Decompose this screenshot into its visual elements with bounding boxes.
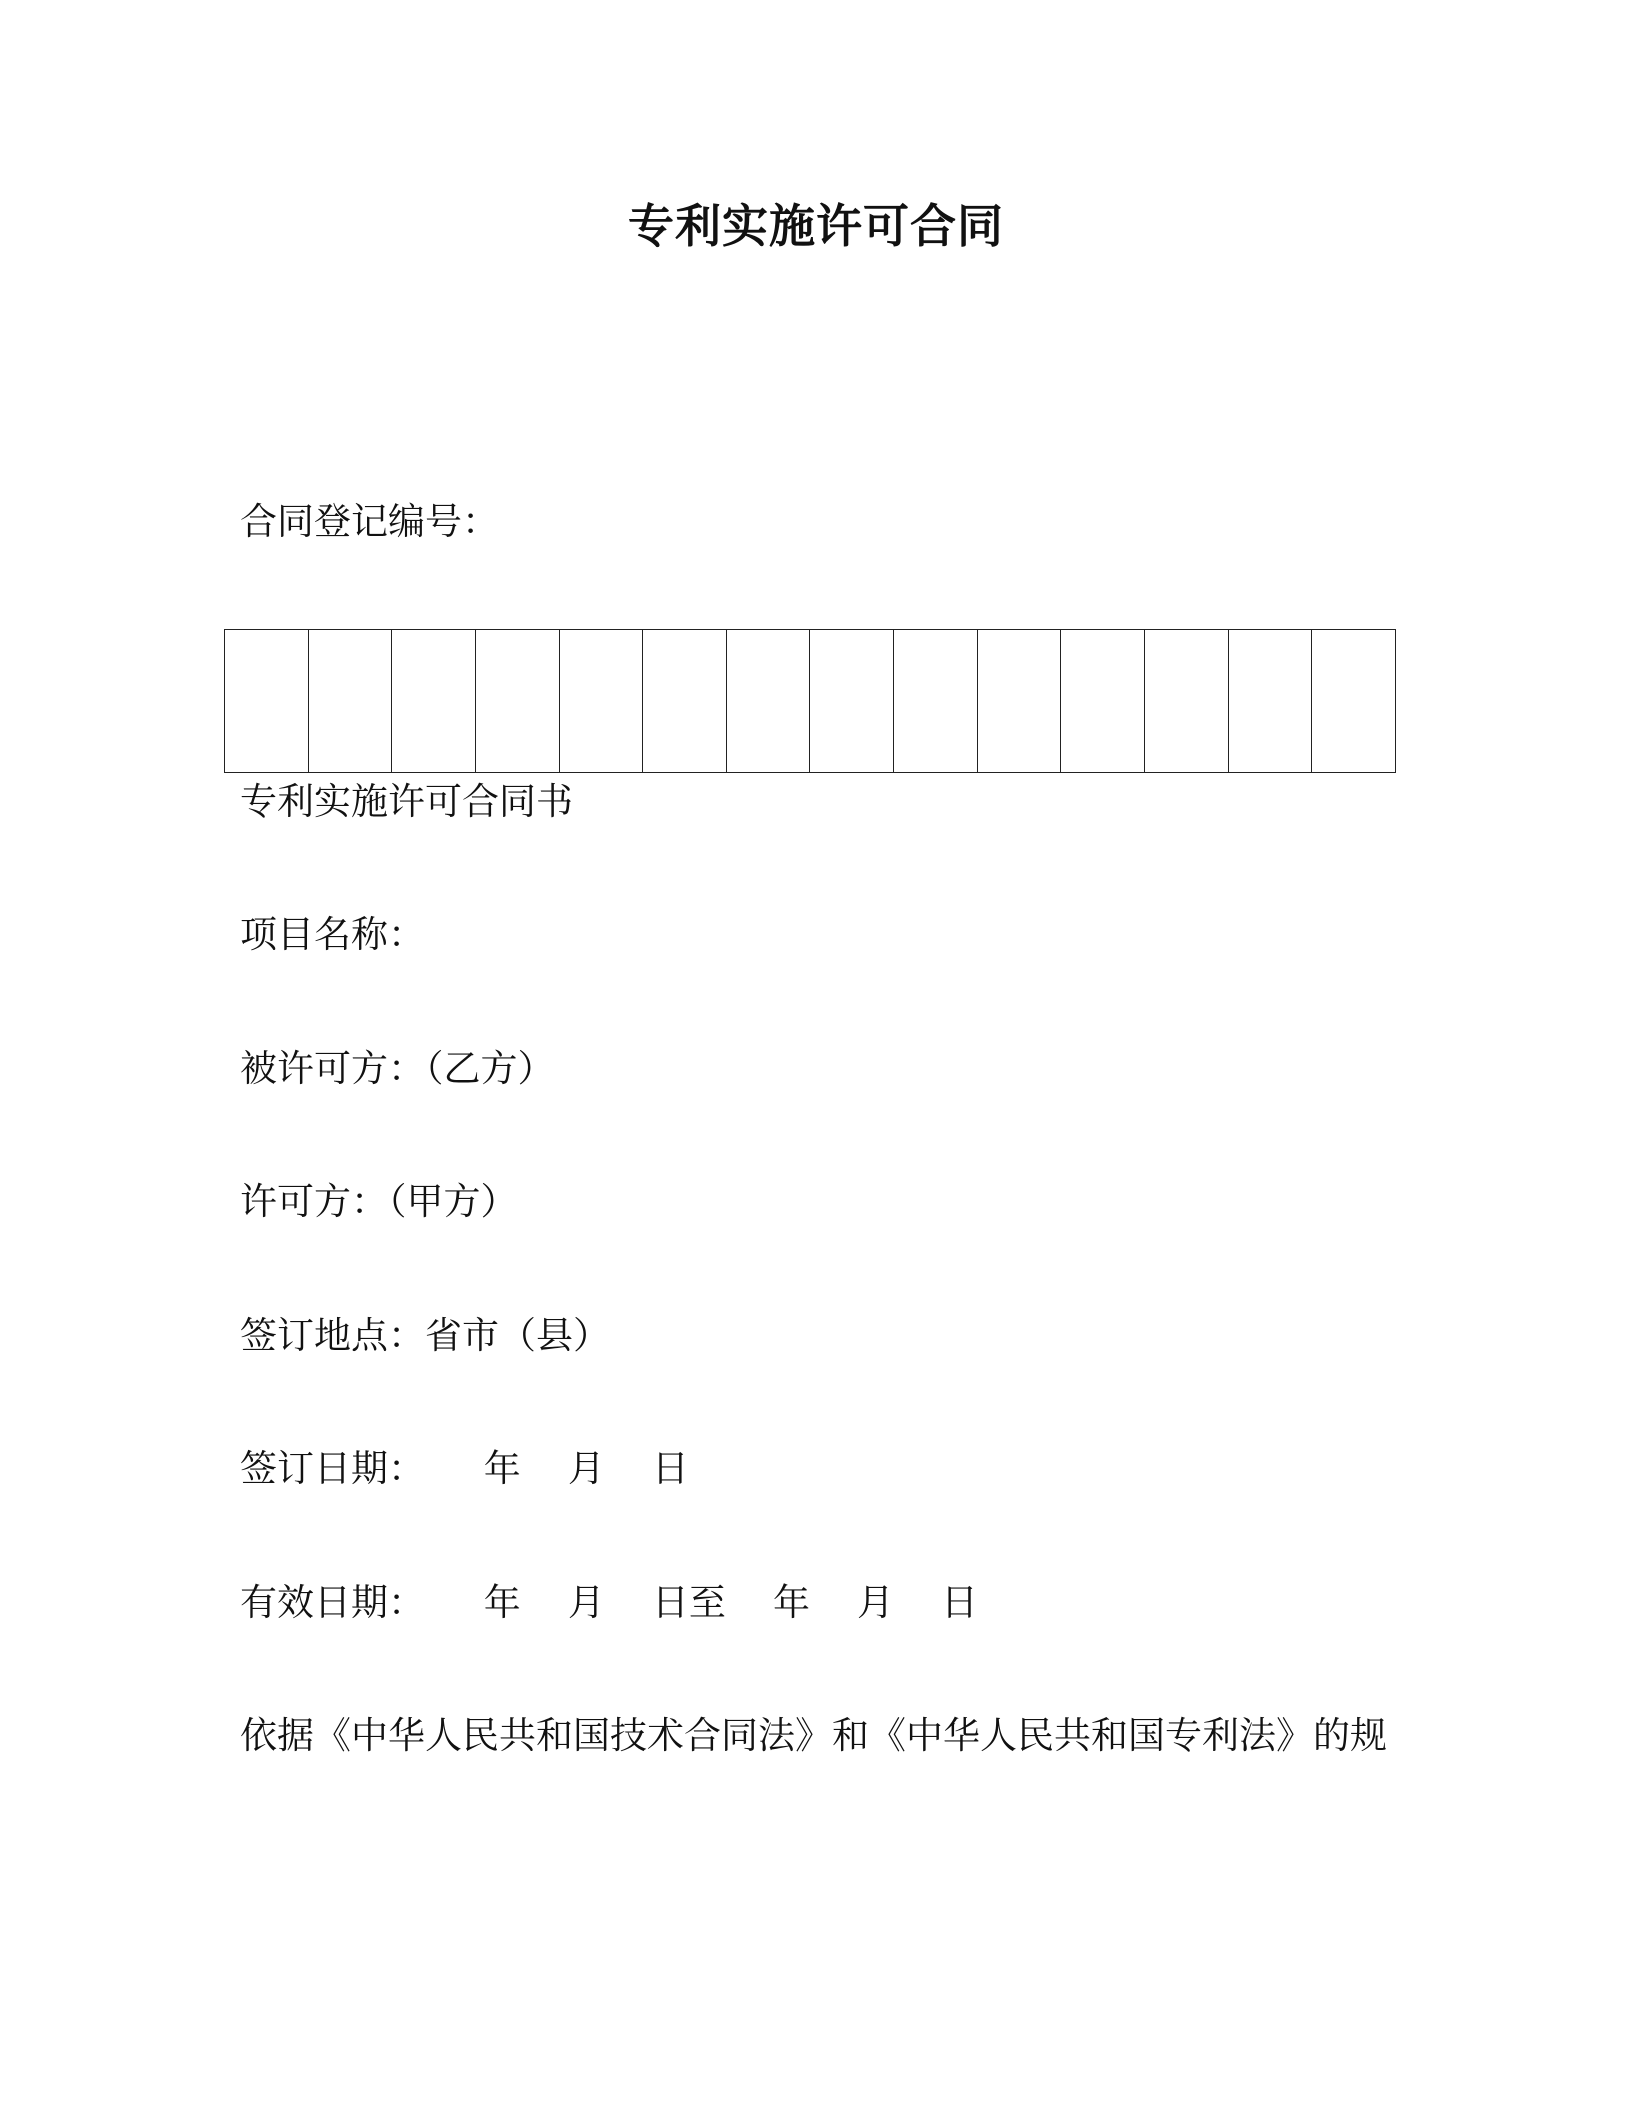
contract-subtitle: 专利实施许可合同书 [240, 780, 573, 823]
validity-date-field: 有效日期： 年 月 日至 年 月 日 [240, 1581, 979, 1624]
registration-number-cell [1229, 630, 1313, 772]
registration-number-cell [810, 630, 894, 772]
document-title: 专利实施许可合同 [628, 199, 1004, 253]
licensor-field: 许可方：（甲方） [240, 1180, 518, 1223]
registration-number-cell [392, 630, 476, 772]
signing-place-field: 签订地点：省市（县） [240, 1314, 610, 1357]
registration-number-cell [643, 630, 727, 772]
registration-number-cell [225, 630, 309, 772]
registration-number-cell [309, 630, 393, 772]
registration-number-cell [1312, 630, 1395, 772]
licensee-field: 被许可方：（乙方） [240, 1047, 555, 1090]
registration-number-cell [978, 630, 1062, 772]
registration-number-label: 合同登记编号： [240, 500, 499, 543]
registration-number-cell [894, 630, 978, 772]
registration-number-cell [476, 630, 560, 772]
registration-number-cell [560, 630, 644, 772]
legal-basis-text: 依据《中华人民共和国技术合同法》和《中华人民共和国专利法》的规 [240, 1714, 1387, 1757]
registration-number-cell [1061, 630, 1145, 772]
registration-number-cell [727, 630, 811, 772]
registration-number-cell [1145, 630, 1229, 772]
registration-number-grid [224, 629, 1396, 773]
project-name-field: 项目名称： [240, 913, 425, 956]
signing-date-field: 签订日期： 年 月 日 [240, 1447, 689, 1490]
